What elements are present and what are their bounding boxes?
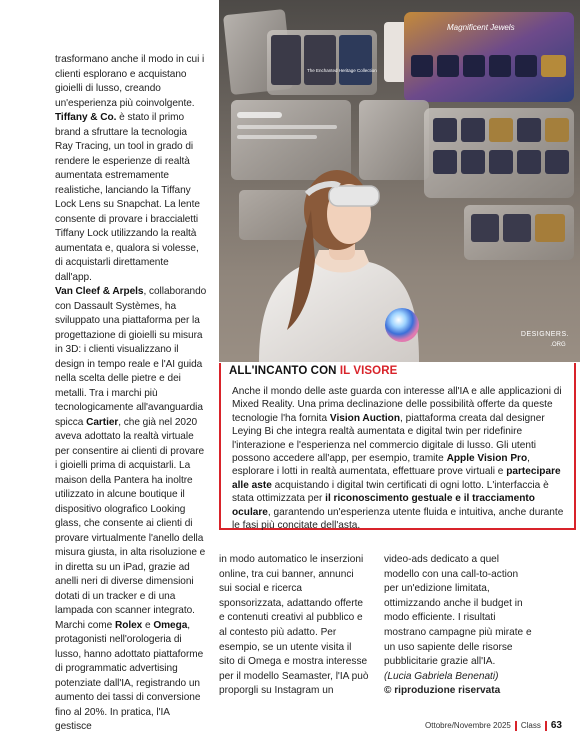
page-footer	[425, 720, 562, 731]
vision-pro-photo	[219, 0, 580, 362]
middle-column: in modo automatico le inserzioni online, tra cui banner, annunci sui social e ricerca sponsorizzata, adattando offerte e contenuti creativi al pubblico e al contesto più adatto. Per esempio, se un utente visita il sito di Omega e mostra interesse per il modello Seamaster, l'IA può proporgli su Instagram un	[219, 554, 369, 697]
paragraph-van-cleef: Van Cleef & Arpels, collaborando con Dassault Systèmes, ha sviluppato una piattaforma per la progettazione di gioielli su misura in 3D: i clienti visualizzano il design in tempo reale e l'AI guida nella scelta delle pietre e dei metalli. Tra i marchi più tecnologicamente all'avanguardia spicca Cartier, che già nel 2020 aveva adottato la realtà virtuale per consentire ai clienti di provare i gioielli prima di acquistarli. La maison della Pantera ha inoltre utilizzato in alcune boutique il dispositivo olografico Looking glass, che consente ai clienti di provare virtualmente l'anello della misura giusta, in alta risoluzione e in diretta su un iPad, grazie ad anelli neri di diverse dimensioni dotati di un tracker e di una lampada con scanner integrato.	[55, 286, 207, 616]
sidebar-box	[219, 363, 576, 530]
author: (Lucia Gabriela Benenati)	[384, 670, 499, 682]
brand-tiffany: Tiffany & Co.	[55, 112, 117, 123]
paragraph-1: trasformano anche il modo in cui i clienti esplorano e acquistano gioielli di lusso, creando un'esperienza più coinvolgente.	[55, 54, 205, 109]
brand-van-cleef: Van Cleef & Arpels	[55, 286, 144, 297]
paragraph-tiffany: Tiffany & Co. è stato il primo brand a sfruttare la tecnologia Ray Tracing, un tool in grado di rendere le esperienze di realtà aumentata estremamente realistiche, lanciando la Tiffany Lock Lens su Snapchat. La lente consente di provare i braccialetti Tiffany Lock utilizzando la realtà aumentata e, qualora si volesse, di acquistarli direttamente dall'app.	[55, 112, 200, 283]
paragraph-rolex-omega: Marchi come Rolex e Omega, protagonisti nell'orologeria di lusso, hanno adottato piattaforme di programmatic advertising potenziate dall'IA, registrando un aumento dei tassi di conversione fino al 20%. In pratica, l'IA gestisce	[55, 619, 204, 732]
magazine-name: Class	[520, 721, 541, 730]
copyright: © riproduzione riservata	[384, 685, 501, 697]
watermark-org: .ORG	[550, 342, 566, 348]
box-title: ALL'INCANTO CON IL VISORE	[229, 365, 398, 377]
left-column	[55, 53, 207, 735]
right-column: video-ads dedicato a quel modello con una call-to-action per un'edizione limitata, ottimizzando anche il budget in modo efficiente. I risultati mostrano campagne più mirate e un uso sapiente delle risorse pubblicitarie grazie all'IA. (Lucia Gabriela Benenati) © riproduzione riservata	[384, 553, 534, 699]
box-title-highlight: IL VISORE	[339, 365, 398, 377]
panel-title: Magnificent Jewels	[447, 23, 515, 32]
brand-rolex: Rolex	[114, 619, 143, 631]
photo-illustration	[219, 0, 580, 362]
page-number: 63	[550, 720, 562, 731]
box-text: Anche il mondo delle aste guarda con interesse all'IA e alle applicazioni di Mixed Reality. Una prima declinazione delle possibilità offerte da queste tecnologie l'ha fornita Vision Auction, piattaforma creata dal designer Leying Bi che integra realtà aumentata e digital twin per ridefinire l'interazione e l'esperienza nel commercio digitale di lusso. Gli utenti possono accedere all'app, per esempio, tramite Apple Vision Pro, esplorare i lotti in realtà aumentata, effettuare prove virtuali e partecipare alle aste acquistando i digital twin certificati di ogni lotto. L'interfaccia è stata ottimizzata per il riconoscimento gestuale e il tracciamento oculare, garantendo un'esperienza utente fluida e intuitiva, anche durante le fasi più concitate dell'asta.	[232, 386, 564, 532]
card-title: The Enchanted Heritage Collection	[307, 68, 377, 73]
issue-date: Ottobre/Novembre 2025	[425, 721, 511, 730]
brand-cartier: Cartier	[86, 416, 119, 428]
brand-omega: Omega	[153, 619, 188, 631]
watermark: DESIGNERS.	[520, 331, 570, 338]
separator	[515, 721, 517, 731]
separator	[545, 721, 547, 731]
